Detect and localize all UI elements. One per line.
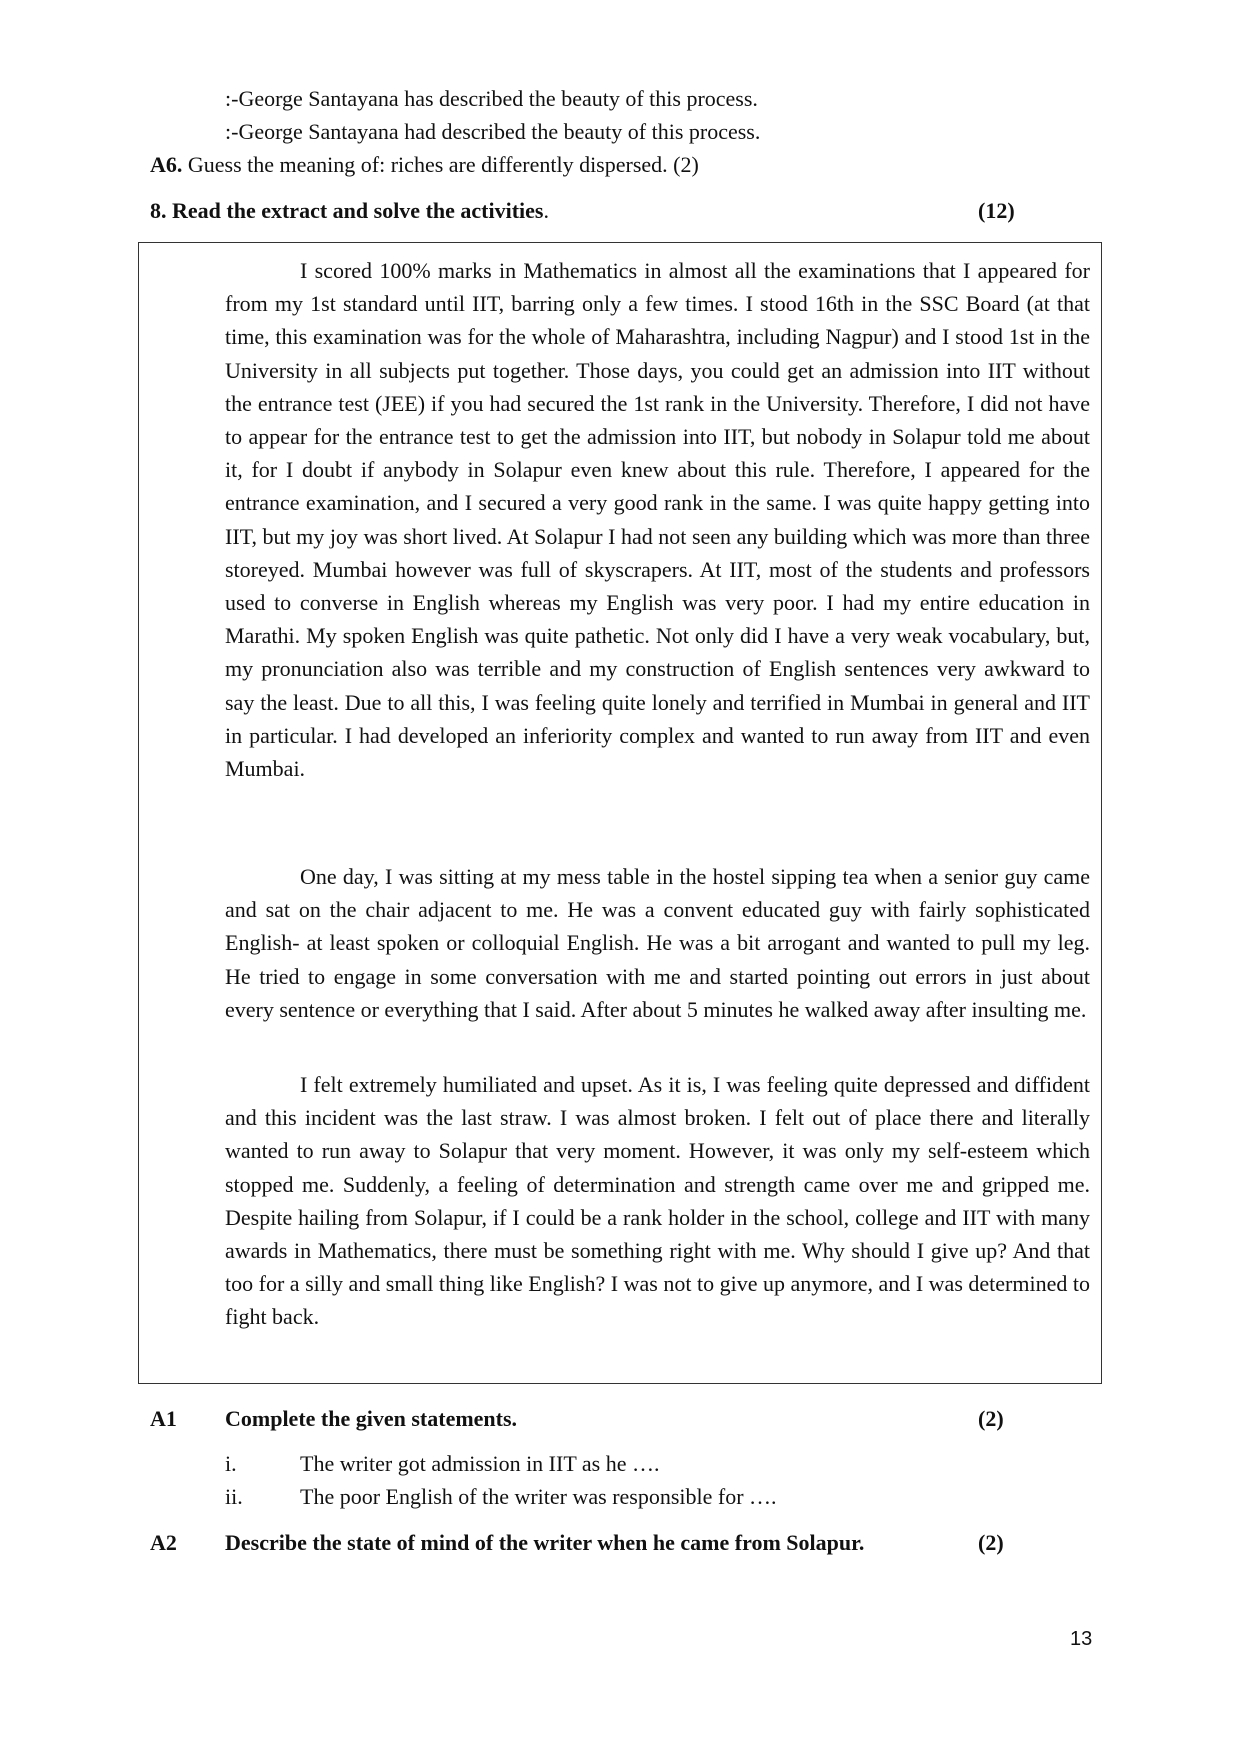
passage-paragraph-3: I felt extremely humiliated and upset. As it is, I was feeling quite depressed and diffident and this incident was the last straw. I was almost broken. I felt out of place there and literally wanted to run away to Solapur that very moment. However, it was only my self-esteem which stopped me. Suddenly, a feeling of determination and strength came over me and gripped me. Despite hailing from Solapur, if I could be a rank holder in the school, college and IIT with many awards in Mathematics, there must be something right with me. Why should I give up? And that too for a silly and small thing like English? I was not to give up anymore, and I was determined to fight back.	[225, 1072, 1090, 1330]
page-number: 13	[1070, 1628, 1093, 1650]
a1-item-text: The writer got admission in IIT as he ….	[300, 1451, 660, 1476]
question-a6-label: A6.	[150, 152, 183, 177]
question-a2-text: Describe the state of mind of the writer when he came from Solapur.	[225, 1530, 865, 1555]
passage-paragraph-1: I scored 100% marks in Mathematics in almost all the examinations that I appeared for from my 1st standard until IIT, barring only a few times. I stood 16th in the SSC Board (at that time, this examination was for the whole of Maharashtra, including Nagpur) and I stood 1st in the University in all subjects put together. Those days, you could get an admission into IIT without the entrance test (JEE) if you had secured the 1st rank in the University. Therefore, I did not have to appear for the entrance test to get the admission into IIT, but nobody in Solapur told me about it, for I doubt if anybody in Solapur even knew about this rule. Therefore, I appeared for the entrance examination, and I secured a very good rank in the same. I was quite happy getting into IIT, but my joy was short lived. At Solapur I had not seen any building which was more than three storeyed. Mumbai however was full of skyscrapers. At IIT, most of the students and professors used to converse in English whereas my English was very poor. I had my entire education in Marathi. My spoken English was quite pathetic. Not only did I have a very weak vocabulary, but, my pronunciation also was terrible and my construction of English sentences very awkward to say the least. Due to all this, I was feeling quite lonely and terrified in Mumbai in general and IIT in particular. I had developed an inferiority complex and wanted to run away from IIT and even Mumbai.	[225, 258, 1090, 782]
question-a2-label: A2	[150, 1530, 177, 1555]
passage-paragraph-2: One day, I was sitting at my mess table in the hostel sipping tea when a senior guy came and sat on the chair adjacent to me. He was a convent educated guy with fairly sophisticated English- at least spoken or colloquial English. He was a bit arrogant and wanted to pull my leg. He tried to engage in some conversation with me and started pointing out errors in just about every sentence or everything that I said. After about 5 minutes he walked away after insulting me.	[225, 864, 1090, 1022]
question-a2-marks: (2)	[978, 1530, 1004, 1555]
question-a6	[150, 150, 699, 180]
section-title-period: .	[543, 198, 549, 223]
question-a1-text: Complete the given statements.	[225, 1406, 518, 1431]
question-a1-label: A1	[150, 1406, 177, 1431]
section-marks: (12)	[978, 198, 1015, 223]
section-title-text: 8. Read the extract and solve the activities	[150, 198, 544, 223]
a1-item-text: The poor English of the writer was responsible for ….	[300, 1484, 777, 1509]
question-a1-marks: (2)	[978, 1406, 1004, 1431]
answer-line-1: :-George Santayana has described the beauty of this process.	[225, 86, 758, 111]
section-title	[150, 196, 549, 226]
question-a6-text: Guess the meaning of: riches are differently dispersed. (2)	[182, 152, 699, 177]
a1-item-num: ii.	[225, 1484, 243, 1509]
a1-item-num: i.	[225, 1451, 237, 1476]
answer-line-2: :-George Santayana had described the beauty of this process.	[225, 119, 761, 144]
